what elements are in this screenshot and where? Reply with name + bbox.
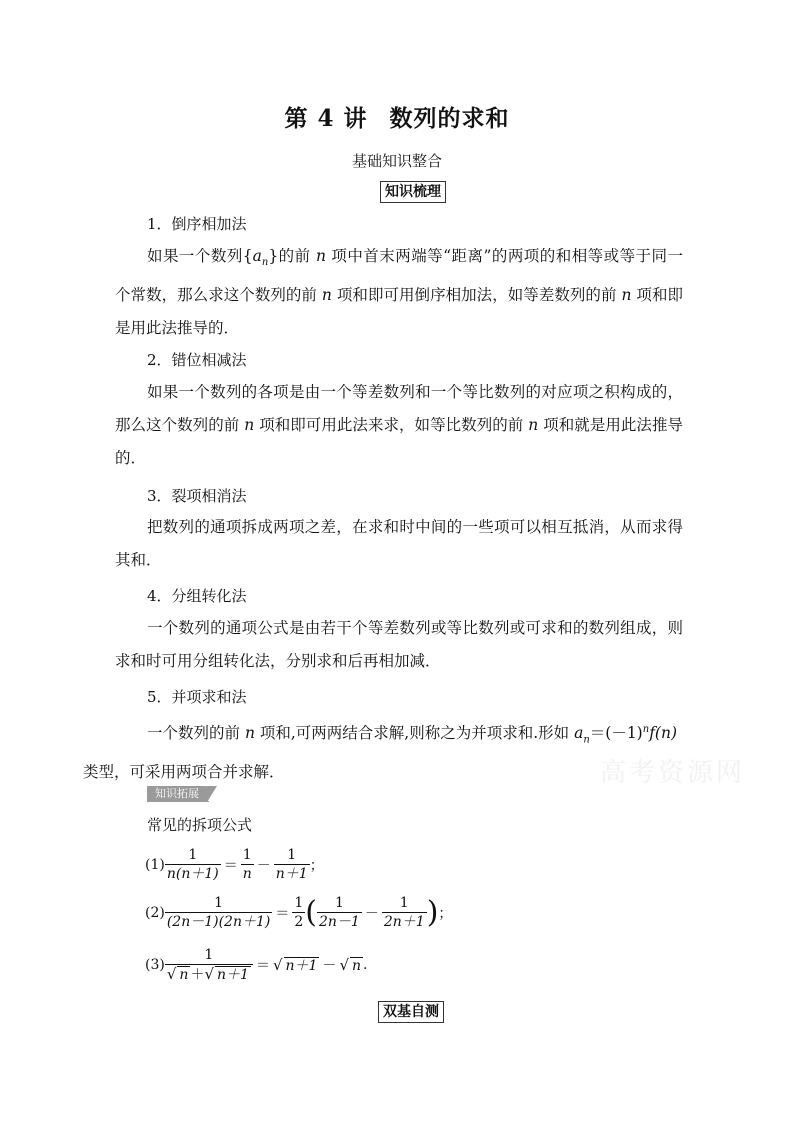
formula-3: (3) $\frac{1}{√ n +√ n+1}$ ＝ √ n＋1 － √ n . <box>145 947 368 983</box>
section-heading-4: 4．分组转化法 <box>147 587 247 605</box>
knowledge-expand-tag: 知识拓展 <box>147 786 207 802</box>
section-subtitle: 基础知识整合 <box>351 152 442 170</box>
tag-underline <box>147 801 209 802</box>
split-formula-title: 常见的拆项公式 <box>147 816 253 834</box>
section-paragraph-4: 一个数列的通项公式是由若干个等差数列或等比数列或可求和的数列组成，则求和时可用分组转化法，分别求和后再相加减． <box>115 619 683 670</box>
section-heading-5: 5．并项求和法 <box>147 688 247 706</box>
lecture-topic: 数列的求和 <box>389 105 510 132</box>
lecture-number: 第 4 讲 <box>284 105 368 132</box>
formula-1: (1) $\frac{1}{n(n+1)}$ ＝ $\frac{1}{n}$ － $\frac{1}{n+1}$ ； <box>145 847 324 882</box>
section-paragraph-2: 如果一个数列的各项是由一个等差数列和一个等比数列的对应项之积构成的，那么这个数列的前 n 项和即可用此法来求，如等比数列的前 n 项和就是用此法推导的． <box>115 383 683 467</box>
section-heading-2: 2．错位相减法 <box>147 351 247 369</box>
dual-basis-test-label: 双基自测 <box>378 1001 444 1023</box>
formula-2: (2) $\frac{1}{(2n-1)(2n+1)}$ ＝ $\frac{1}{2}$ ( $\frac{1}{2n-1}$ － $\frac{1}{2n+1}$ ) ； <box>145 895 453 930</box>
knowledge-summary-label: 知识梳理 <box>380 181 446 203</box>
page-title <box>0 100 794 133</box>
section-paragraph-3: 把数列的通项拆成两项之差，在求和时中间的一些项可以相互抵消，从而求得其和． <box>115 518 683 569</box>
section-heading-3: 3．裂项相消法 <box>147 487 247 505</box>
watermark: 高考资源网 <box>600 758 746 788</box>
section-paragraph-5: 一个数列的前 n 项和,可两两结合求解,则称之为并项求和.形如 $a_n=(-1)^nf(n)$ 类型，可采用两项合并求解． <box>83 724 678 782</box>
section-paragraph-1: 如果一个数列$\{a_n\}$的前 n 项中首末两端等“距离”的两项的和相等或等于同一个常数，那么求这个数列的前 n 项和即可用倒序相加法，如等差数列的前 n 项和即是用此法推导的． <box>115 247 683 338</box>
section-heading-1: 1．倒序相加法 <box>147 215 247 233</box>
